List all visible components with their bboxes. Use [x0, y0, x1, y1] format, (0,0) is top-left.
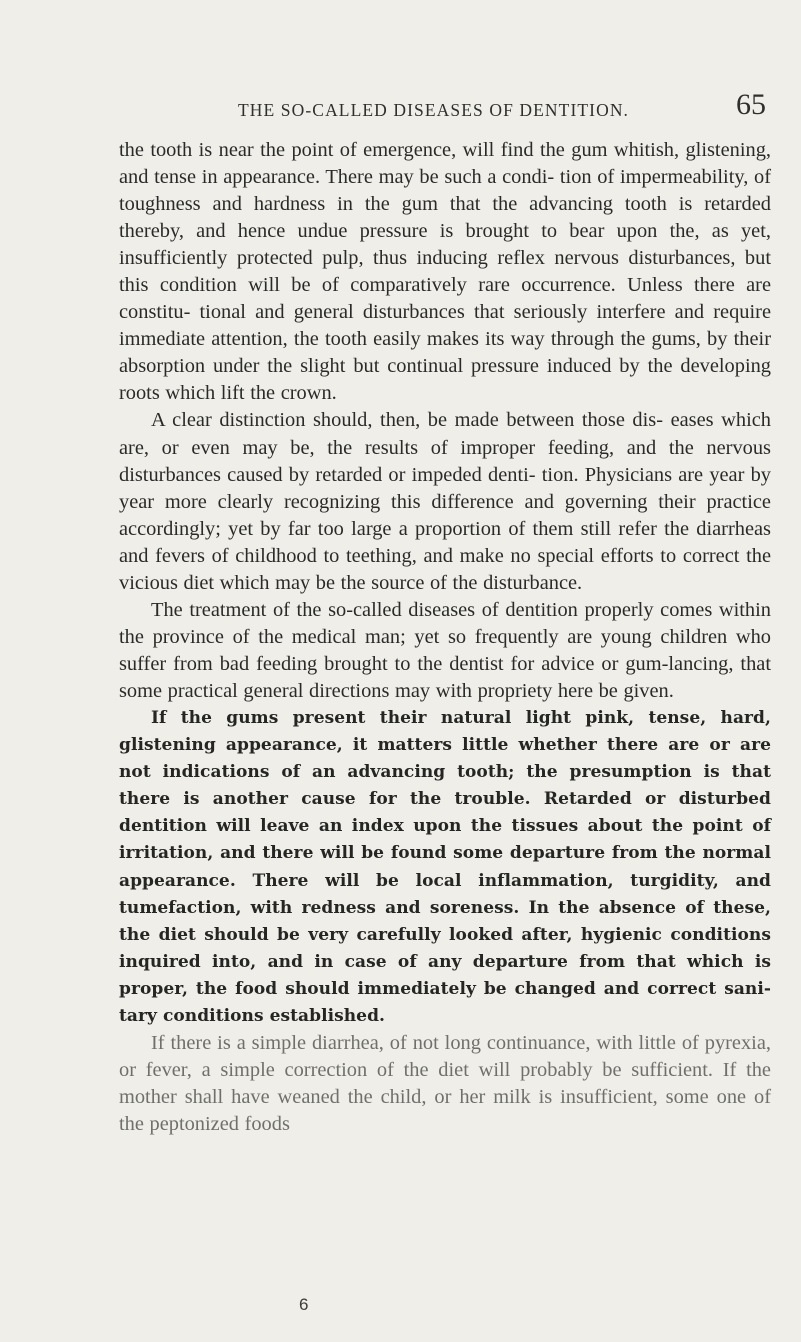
paragraph-simple-diarrhea: If there is a simple diarrhea, of not long continuance, with little of pyrexia, or fever, a simple correction of the diet will probably be sufficient. If the mother shall have weaned the child, or her milk is insufficient, some one of the peptonized foods — [119, 1032, 771, 1136]
body-text — [119, 137, 771, 1138]
paragraph-gum-indications: If the gums present their natural light pink, tense, hard, glistening appearance, it matters little whether there are or are not indications of an advancing tooth; the presumption is that there is another cause for the trouble. Retarded or disturbed dentition will leave an index upon the tissues about the point of irritation, and there will be found some departure from the normal appearance. There will be local inflammation, turgidity, and tumefaction, with redness and soreness. In the absence of these, the diet should be very carefully looked after, hygienic conditions inquired into, and in case of any departure from that which is proper, the food should immediately be changed and correct sani- tary conditions established. — [119, 707, 771, 1027]
page-header — [118, 90, 778, 130]
running-head: THE SO-CALLED DISEASES OF DENTITION. — [238, 100, 630, 120]
paragraph-treatment: The treatment of the so-called diseases of dentition properly comes within the province of the medical man; yet so frequently are young children who suffer from bad feeding brought to the dentist for advice or gum-lancing, that some practical general directions may with propriety here be given. — [119, 598, 771, 702]
paragraph-tooth-emergence: the tooth is near the point of emergence, will find the gum whitish, glistening, and tense in appearance. There may be such a condi- tion of impermeability, of toughness and hardness in the gum that the advancing tooth is retarded thereby, and hence undue pressure is brought to bear upon the, as yet, insufficiently protected pulp, thus inducing reflex nervous disturbances, but this condition will be of comparatively rare occurrence. Unless there are constitu- tional and general disturbances that seriously interfere and require immediate attention, the tooth easily makes its way through the gums, by their absorption under the slight but continual pressure induced by the developing roots which lift the crown. — [119, 139, 771, 405]
paragraph-clear-distinction: A clear distinction should, then, be made between those dis- eases which are, or even may be, the results of improper feeding, and the nervous disturbances caused by retarded or impeded denti- tion. Physicians are year by year more clearly recognizing this difference and governing their practice accordingly; yet by far too large a proportion of them still refer the diarrheas and fevers of childhood to teething, and make no special efforts to correct the vicious diet which may be the source of the disturbance. — [119, 409, 771, 594]
signature-mark: 6 — [299, 1295, 309, 1314]
page-number: 65 — [736, 88, 766, 121]
